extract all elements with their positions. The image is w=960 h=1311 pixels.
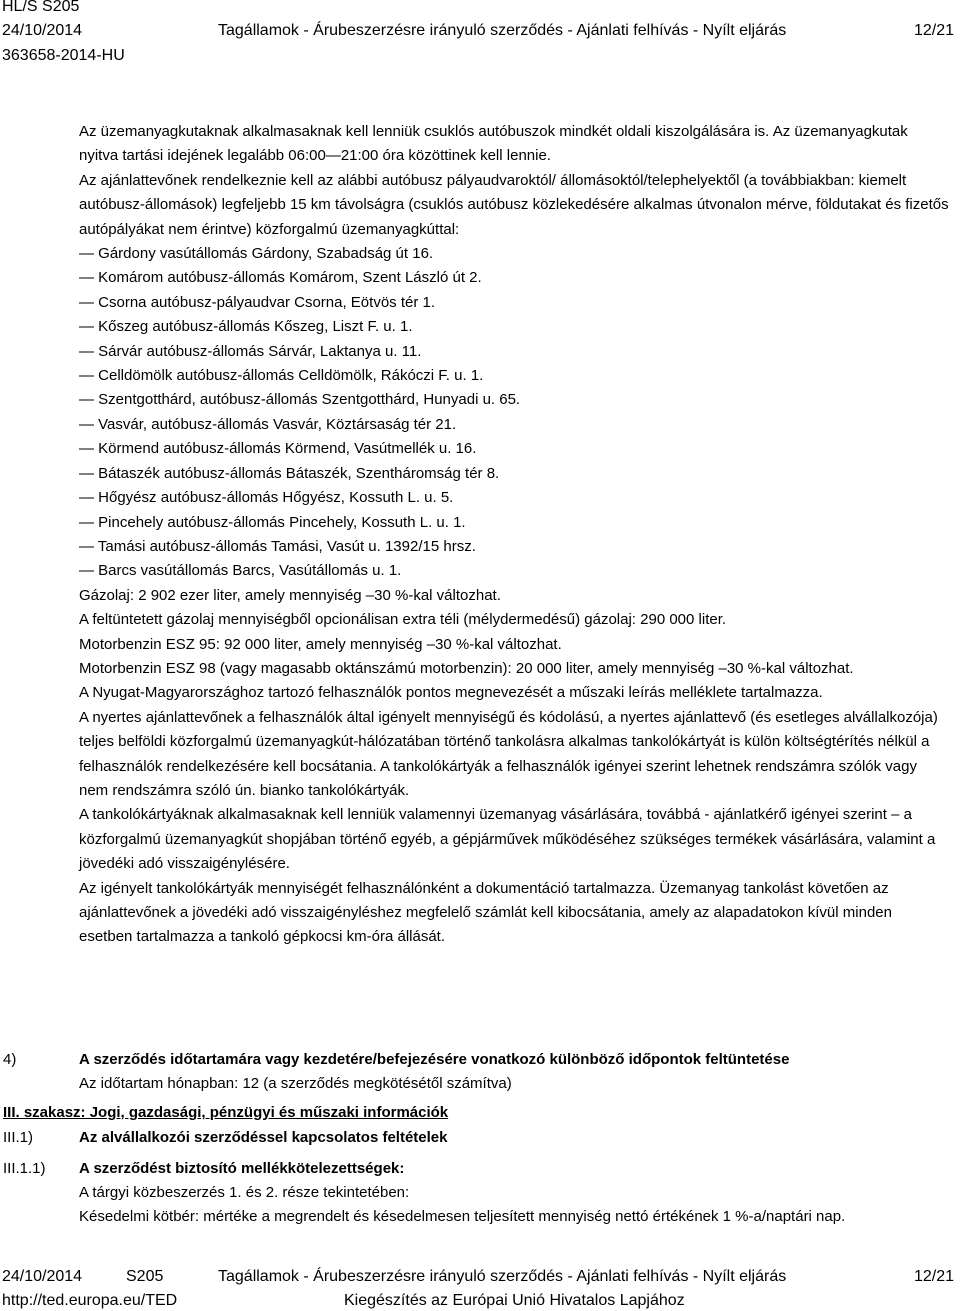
footer-url[interactable]: http://ted.europa.eu/TED [2,1292,178,1309]
footer-page-number: 12/21 [914,1268,955,1285]
station-item: — Gárdony vasútállomás Gárdony, Szabadság út 16. [79,245,434,263]
section-3-title: III. szakasz: Jogi, gazdasági, pénzügyi és műszaki információk [3,1104,449,1121]
paragraph-fuel-cards: A nyertes ajánlattevőnek a felhasználók által igényelt mennyiségű és kódolású, a nyertes ajánlattevő (és esetleges alvállalkozója) teljes belföldi közforgalmú üzemanyagkút-hálózatában történő tankolásra alkalmas tankolókártyát is külön költségtérítés nélkül a felhasználók rendelkezésére kell bocsátania. A tankolókártyák a felhasználók igényei szerint lehetnek rendszámra szólók vagy nem rendszámra szóló ún. bianko tankolókártyák. [79,708,938,799]
station-list [79,242,949,584]
paragraph-fuel-stations: Az üzemanyagkutaknak alkalmasaknak kell lenniük csuklós autóbuszok mindkét oldali kiszolgálására is. Az üzemanyagkutak nyitva tartási idejének legalább 06:00—21:00 óra közöttinek kell lennie. [79,123,908,165]
paragraph-winter-diesel: A feltüntetett gázolaj mennyiségből opcionálisan extra téli (mélydermedésű) gázolaj: 290 000 liter. [79,611,727,629]
section-3-1-1-penalty: Késedelmi kötbér: mértéke a megrendelt és késedelmesen teljesített mennyiség nettó értékének 1 %-a/naptári nap. [79,1208,846,1225]
section-4-number: 4) [3,1051,17,1068]
header-reference: 363658-2014-HU [2,47,125,64]
station-item: — Tamási autóbusz-állomás Tamási, Vasút u. 1392/15 hrsz. [79,537,476,555]
header-page-number: 12/21 [914,22,955,39]
section-4-duration: Az időtartam hónapban: 12 (a szerződés megkötésétől számítva) [79,1075,512,1092]
section-3-1-1-number: III.1.1) [3,1160,46,1177]
paragraph-petrol-98: Motorbenzin ESZ 98 (vagy magasabb oktánszámú motorbenzin): 20 000 liter, amely mennyiség –30 %-kal változhat. [79,659,854,677]
paragraph-card-purchases: A tankolókártyáknak alkalmasaknak kell lenniük valamennyi üzemanyag vásárlására, továbbá - ajánlatkérő igényei szerint – a közforgalmú üzemanyagkút shopjában történő egyéb, a gépjárművek működéséhez szükséges termékek vásárlására, valamint a jövedéki adó visszaigénylésére. [79,806,936,873]
paragraph-petrol-95: Motorbenzin ESZ 95: 92 000 liter, amely mennyiség –30 %-kal változhat. [79,635,562,653]
header-date: 24/10/2014 [2,22,83,39]
paragraph-bus-stations-intro: Az ajánlattevőnek rendelkeznie kell az alábbi autóbusz pályaudvaroktól/ állomásoktól/telephelyektől (a továbbiakban: kiemelt autóbusz-állomások) legfeljebb 15 km távolságra (csuklós autóbusz közlekedésére alkalmas útvonalon mérve, földutakat és fizetős autópályákat nem érintve) közforgalmú üzemanyagkúttal: [79,171,949,238]
station-item: — Hőgyész autóbusz-állomás Hőgyész, Kossuth L. u. 5. [79,489,454,507]
header-title: Tagállamok - Árubeszerzésre irányuló szerződés - Ajánlati felhívás - Nyílt eljárás [218,22,787,39]
station-item: — Csorna autóbusz-pályaudvar Csorna, Eötvös tér 1. [79,293,436,311]
footer-subtitle: Kiegészítés az Európai Unió Hivatalos Lapjához [344,1292,685,1309]
station-item: — Szentgotthárd, autóbusz-állomás Szentgotthárd, Hunyadi u. 65. [79,391,521,409]
paragraph-users: A Nyugat-Magyarországhoz tartozó felhasználók pontos megnevezését a műszaki leírás melléklete tartalmazza. [79,684,823,702]
footer-title: Tagállamok - Árubeszerzésre irányuló szerződés - Ajánlati felhívás - Nyílt eljárás [218,1268,787,1285]
station-item: — Barcs vasútállomás Barcs, Vasútállomás u. 1. [79,562,402,580]
paragraph-diesel: Gázolaj: 2 902 ezer liter, amely mennyiség –30 %-kal változhat. [79,586,501,604]
footer-date: 24/10/2014 [2,1268,83,1285]
section-3-1-number: III.1) [3,1129,34,1146]
section-3-1-1-title: A szerződést biztosító mellékkötelezettségek: [79,1160,405,1177]
station-item: — Vasvár, autóbusz-állomás Vasvár, Köztársaság tér 21. [79,415,457,433]
paragraph-card-quantity: Az igényelt tankolókártyák mennyiségét felhasználónként a dokumentáció tartalmazza. Üzemanyag tankolást követően az ajánlattevőnek a jövedéki adó visszaigényléshez megfelelő számlát kell kibocsátania, amely az alapadatokon kívül minden esetben tartalmazza a tankoló gépkocsi km-óra állását. [79,879,892,946]
footer-code: S205 [126,1268,164,1285]
section-3-1-1-text: A tárgyi közbeszerzés 1. és 2. része tekintetében: [79,1184,410,1201]
station-item: — Pincehely autóbusz-állomás Pincehely, Kossuth L. u. 1. [79,513,466,531]
station-item: — Sárvár autóbusz-állomás Sárvár, Laktanya u. 11. [79,342,422,360]
station-item: — Celldömölk autóbusz-állomás Celldömölk, Rákóczi F. u. 1. [79,367,484,385]
header-code: HL/S S205 [2,0,80,15]
station-item: — Kőszeg autóbusz-állomás Kőszeg, Liszt F. u. 1. [79,318,413,336]
station-item: — Bátaszék autóbusz-állomás Bátaszék, Szentháromság tér 8. [79,464,500,482]
section-3-1-title: Az alvállalkozói szerződéssel kapcsolatos feltételek [79,1129,448,1146]
document-body [79,120,949,950]
section-4-title: A szerződés időtartamára vagy kezdetére/befejezésére vonatkozó különböző időpontok feltüntetése [79,1051,790,1068]
station-item: — Komárom autóbusz-állomás Komárom, Szent László út 2. [79,269,482,287]
station-item: — Körmend autóbusz-állomás Körmend, Vasútmellék u. 16. [79,440,477,458]
